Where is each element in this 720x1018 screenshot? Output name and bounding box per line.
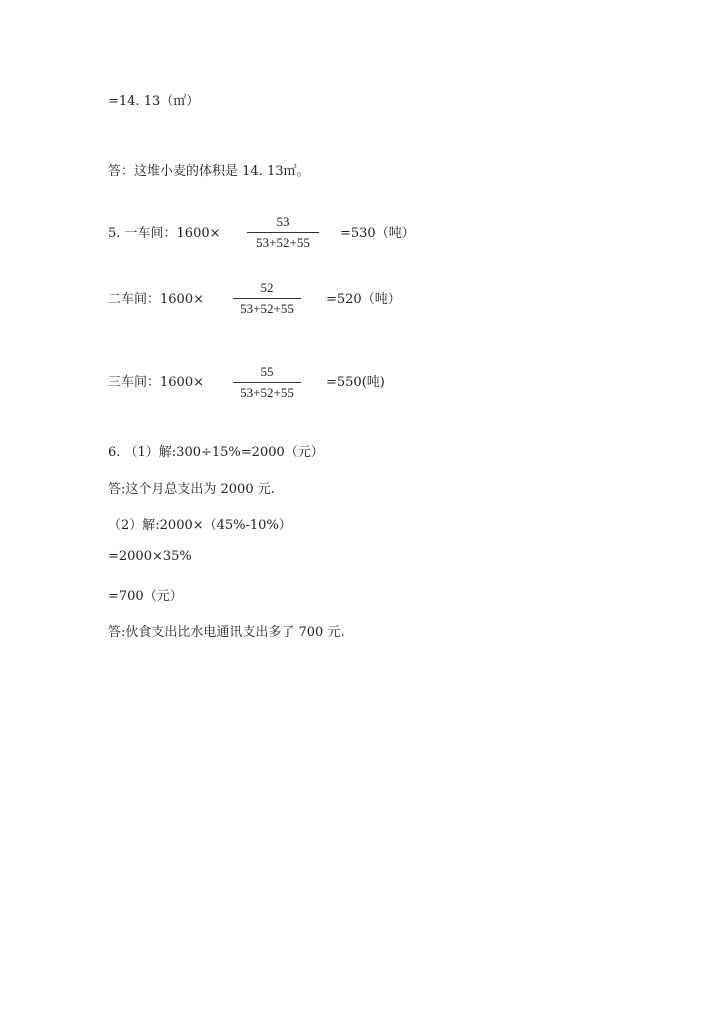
fraction-denominator: 53+52+55 <box>240 301 294 316</box>
q6-part1-answer: 答:这个月总支出为 2000 元. <box>108 482 275 497</box>
fraction-denominator: 53+52+55 <box>240 385 294 400</box>
q6-part2-solution: （2）解:2000×（45%-10%） <box>108 518 292 533</box>
workshop-2-label: 二车间：1600× <box>108 292 204 307</box>
fraction-denominator: 53+52+55 <box>256 235 310 250</box>
fraction-numerator: 55 <box>260 364 274 379</box>
volume-result-line: =14. 13（㎡） <box>108 94 200 109</box>
fraction-numerator: 52 <box>260 280 274 295</box>
workshop-3-result: =550(吨) <box>326 375 385 390</box>
workshop-1-label: 5. 一车间：1600× <box>108 226 221 241</box>
workshop-3-label: 三车间：1600× <box>108 375 204 390</box>
q6-part2-step: =2000×35% <box>108 549 192 564</box>
fraction-numerator: 53 <box>276 214 290 229</box>
workshop-1-result: =530（吨） <box>340 226 415 241</box>
volume-answer-line: 答：这堆小麦的体积是 14. 13㎡。 <box>108 164 310 179</box>
workshop-1-fraction <box>247 214 319 251</box>
workshop-2-fraction <box>233 280 301 317</box>
q6-part1-solution: 6. （1）解:300÷15%=2000（元） <box>108 445 324 460</box>
q6-part2-answer: 答:伙食支出比水电通讯支出多了 700 元. <box>108 625 345 640</box>
q6-part2-result: =700（元） <box>108 589 183 604</box>
workshop-2-result: =520（吨） <box>326 292 401 307</box>
workshop-3-fraction <box>233 364 301 401</box>
